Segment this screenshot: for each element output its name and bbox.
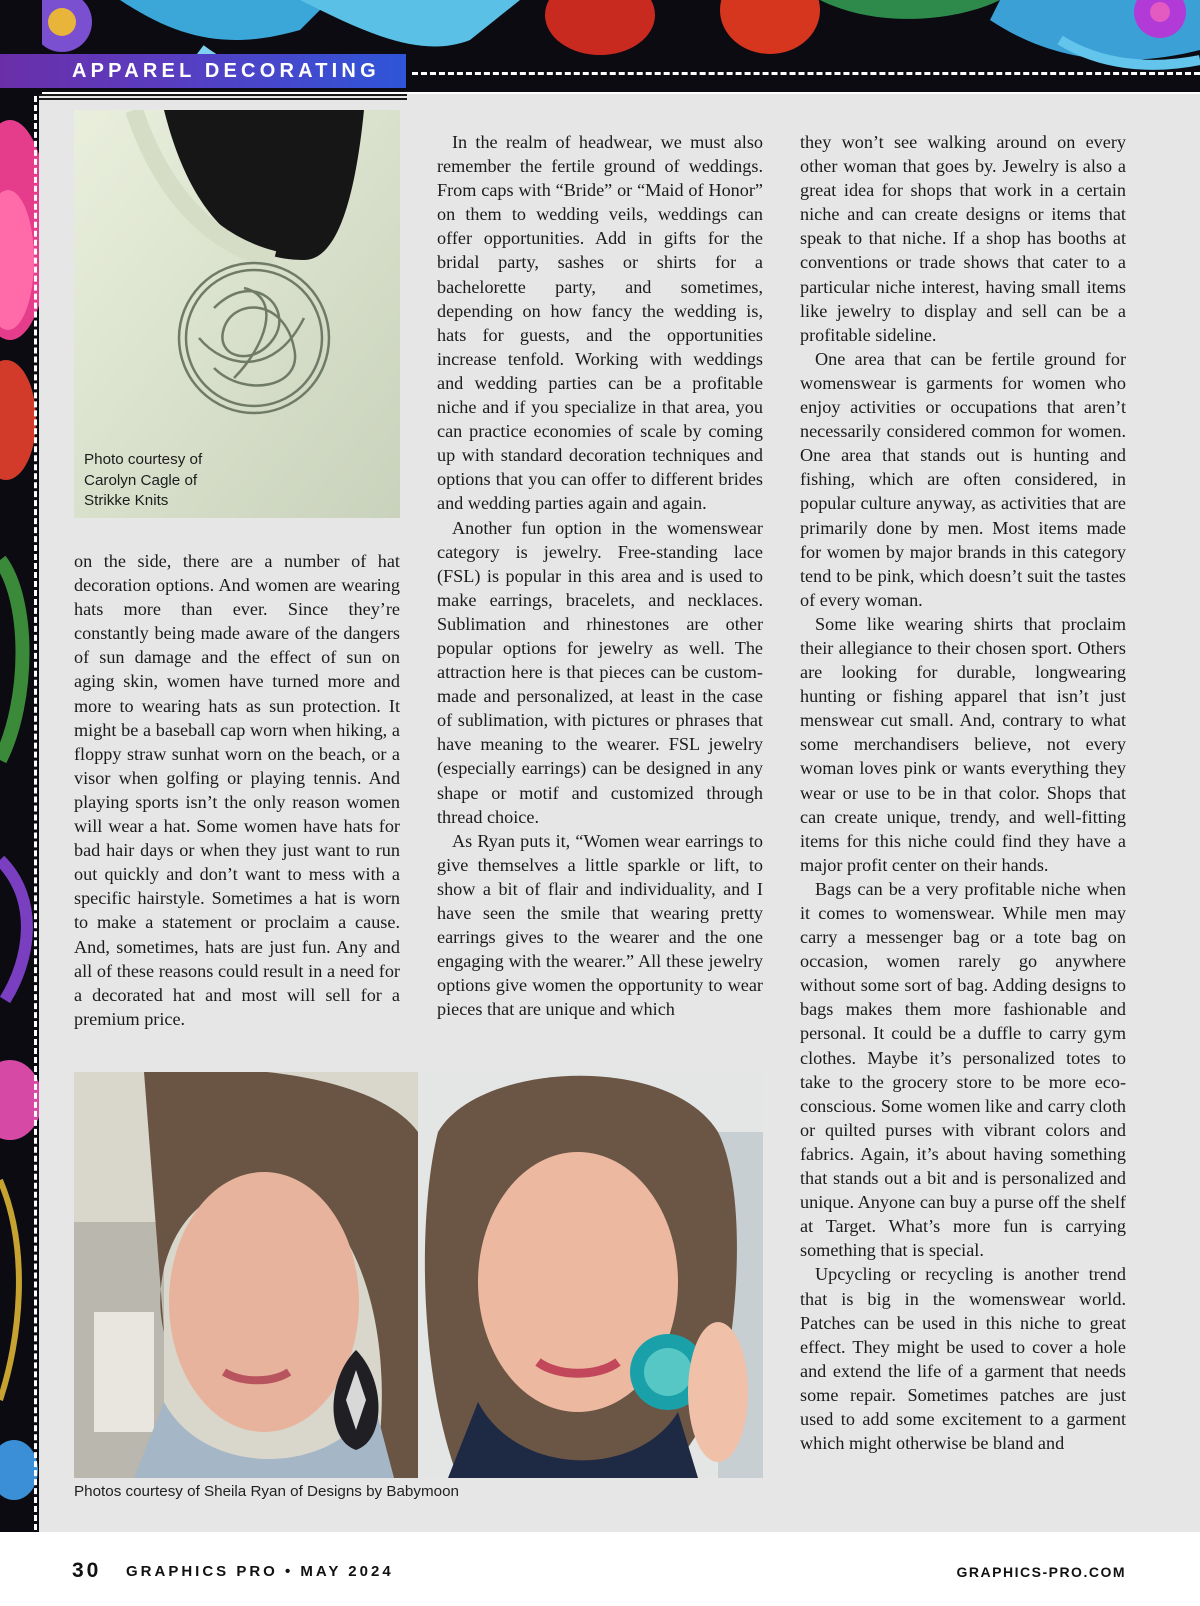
paragraph: Another fun option in the womenswear category is jewelry. Free-standing lace (FSL) is popular in this area and is used to make earrings, bracelets, and necklaces. Sublimation and rhinestones are other popular options for jewelry as well. The attraction here is that pieces can be custom-made and personalized, at least in the case of sublimation, with pictures or phrases that have meaning to the wearer. FSL jewelry (especially earrings) can be designed in any shape or motif and customized through thread choice. xyxy=(437,517,763,827)
bag-photo-caption xyxy=(84,450,314,512)
magazine-url: GRAPHICS-PRO.COM xyxy=(956,1564,1126,1580)
paragraph: Bags can be a very profitable niche when it comes to womenswear. While men may carry a messenger bag or a tote bag on occasion, women rarely go anywhere without some sort of bag. Adding designs to bags makes them more fashionable and personal. It could be a duffle to carry gym clothes. Maybe it’s personalized totes to take to the grocery store to be more eco-conscious. Some women like and carry cloth or quilted purses with vibrant colors and fabrics. Again, it’s about having something that stands out a bit and is personalized and unique. Anyone can buy a purse off the shelf at Target. What’s more fun is carrying something that is special. xyxy=(800,878,1126,1261)
earring-photos-caption: Photos courtesy of Sheila Ryan of Designs by Babymoon xyxy=(74,1483,459,1500)
header-dashed-rule xyxy=(412,72,1200,75)
paragraph: As Ryan puts it, “Women wear earrings to give themselves a little sparkle or lift, to show a bit of flair and individuality, and I have seen the smile that wearing pretty earrings gives to the wearer and the one engaging with the wearer.” All these jewelry options give women the opportunity to wear pieces that are unique and which xyxy=(437,830,763,1020)
paragraph: Upcycling or recycling is another trend that is big in the womenswear world. Patches can be used in this niche to great effect. They might be used to cover a hole and extend the life of a garment that needs some repair. Sometimes patches are just used to add some excitement to a garment which might otherwise be bland and xyxy=(800,1264,1126,1454)
panel-dashed-edge xyxy=(34,96,37,1530)
paragraph: In the realm of headwear, we must also remember the fertile ground of weddings. From caps with “Bride” or “Maid of Honor” on them to wedding veils, weddings can offer opportunities. Add in gifts for the bridal party, sashes or shirts for a bachelorette party, and sometimes, depending on how fancy the wedding is, hats for guests, and the opportunities increase tenfold. Working with weddings and wedding parties can be a profitable niche and if you specialize in that area, you can practice economies of scale by coming up with standard decoration techniques and options that you can offer to different brides and wedding parties again and again. xyxy=(437,132,763,514)
magazine-issue: GRAPHICS PRO • MAY 2024 xyxy=(126,1563,394,1580)
earring-photo-right xyxy=(418,1072,763,1478)
paragraph: on the side, there are a number of hat decoration options. And women are wearing hats more than ever. Since they’re constantly being made aware of the dangers of sun damage and the effect of sun on aging skin, women have turned more and more to wearing hats as sun protection. It might be a baseball cap worn when hiking, a floppy straw sunhat worn on the beach, or a visor when golfing or playing tennis. And playing sports isn’t the only reason women will wear a hat. Some women have hats for bad hair days or when they just want to run out quickly and don’t want to mess with a specific hairstyle. Sometimes a hat is worn to make a statement or proclaim a cause. And, sometimes, hats are just fun. Any and all of these reasons could result in a need for a decorated hat and most will sell for a premium price. xyxy=(74,551,400,1029)
paragraph: they won’t see walking around on every other woman that goes by. Jewelry is also a great idea for shops that work in a certain niche and can create designs or items that speak to that niche. If a shop has booths at conventions or trade shows that cater to a particular niche interest, having small items like jewelry to display and sell can be a profitable sideline. xyxy=(800,132,1126,345)
caption-line: Strikke Knits xyxy=(84,492,169,509)
paragraph: One area that can be fertile ground for womenswear is garments for women who enjoy activities or occupations that aren’t necessarily considered common for women. One area that stands out is hunting and fishing, which are often considered, in popular culture anyway, as activities that are primarily done by men. Most items made for women by major brands in this category tend to be pink, which doesn’t suit the tastes of every woman. xyxy=(800,348,1126,610)
article-column-3 xyxy=(800,130,1126,1455)
caption-line: Photo courtesy of xyxy=(84,451,203,468)
article-column-1 xyxy=(74,549,400,1031)
section-label: APPAREL DECORATING xyxy=(72,60,380,82)
panel-top-rules xyxy=(39,94,407,104)
page-number: 30 xyxy=(72,1559,102,1582)
paragraph: Some like wearing shirts that proclaim their allegiance to their chosen sport. Others are looking for durable, longwearing hunting or fishing apparel that isn’t just menswear cut small. And, contrary to what some merchandisers believe, not every woman loves pink or wants everything they wear or use to be in that color. Shops that can create unique, trendy, and well-fitting items for this niche could find they have a major profit center on their hands. xyxy=(800,613,1126,875)
earring-photo-left xyxy=(74,1072,418,1478)
caption-line: Carolyn Cagle of xyxy=(84,471,198,489)
article-column-2 xyxy=(437,130,763,1021)
